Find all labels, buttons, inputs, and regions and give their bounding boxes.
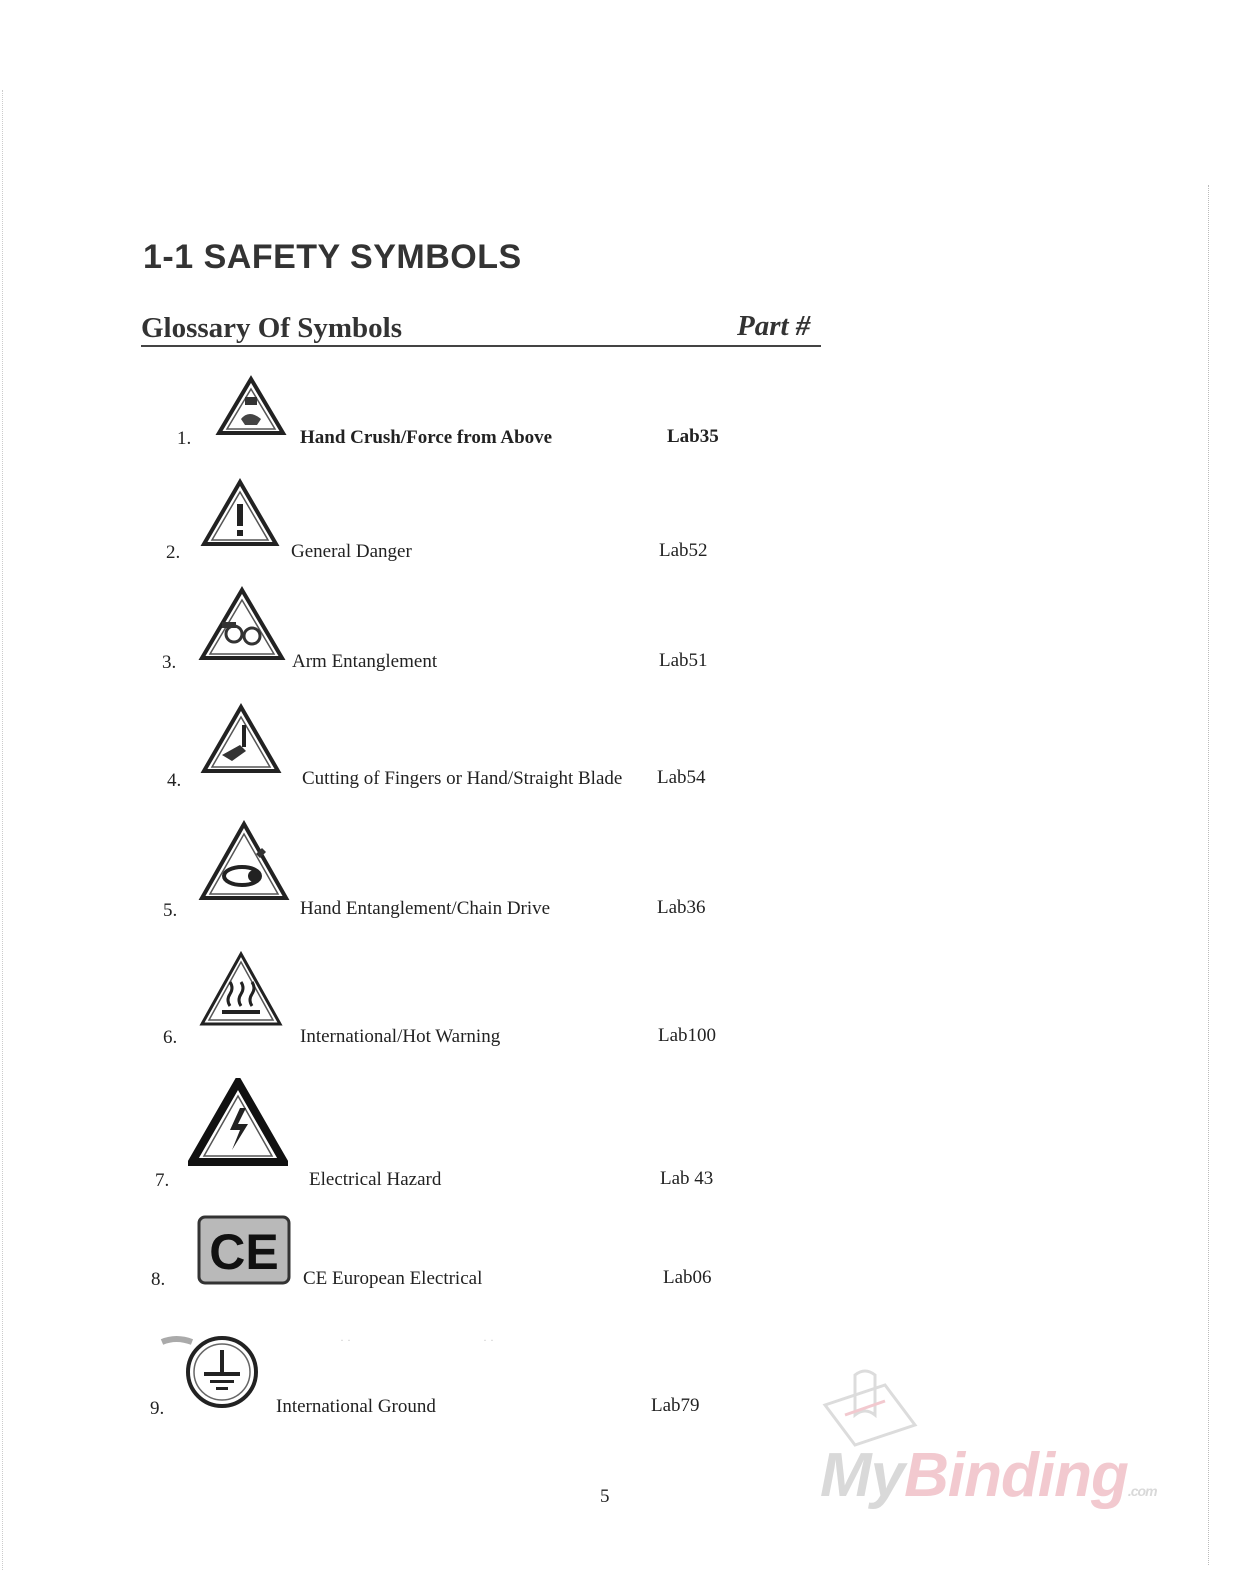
item-label: Hand Entanglement/Chain Drive xyxy=(300,898,551,919)
item-label: General Danger xyxy=(291,541,412,562)
watermark-tld: .com xyxy=(1127,1483,1157,1499)
page-number: 5 xyxy=(600,1486,610,1507)
item-number: 4. xyxy=(167,770,182,791)
scan-edge-right xyxy=(1208,185,1209,1565)
straight-blade-icon xyxy=(200,703,282,777)
item-part-number: Lab51 xyxy=(659,650,708,671)
watermark-brand-suffix: Binding xyxy=(904,1441,1128,1510)
ground-symbol-icon xyxy=(160,1330,264,1410)
item-label: Arm Entanglement xyxy=(292,651,438,672)
item-number: 7. xyxy=(155,1170,170,1191)
glossary-header: Glossary Of Symbols xyxy=(141,312,403,344)
item-label: International/Hot Warning xyxy=(300,1026,501,1047)
item-label: Hand Crush/Force from Above xyxy=(300,427,553,448)
watermark-brand xyxy=(820,1440,1157,1511)
item-part-number: Lab54 xyxy=(657,767,706,788)
watermark-brand-prefix: My xyxy=(820,1441,905,1510)
item-number: 1. xyxy=(177,428,192,449)
electrical-hazard-icon xyxy=(188,1078,288,1168)
item-part-number: Lab35 xyxy=(667,426,719,447)
item-part-number: Lab 43 xyxy=(660,1168,714,1189)
item-label: International Ground xyxy=(276,1396,436,1417)
hand-crush-warning-icon xyxy=(215,375,287,439)
item-number: 9. xyxy=(150,1398,165,1419)
header-underline xyxy=(141,345,821,347)
arm-entanglement-icon xyxy=(198,586,286,664)
ce-mark-text: CE xyxy=(209,1224,279,1280)
chain-drive-icon xyxy=(198,820,290,904)
scan-artifacts: · · · · xyxy=(340,1333,494,1347)
section-title: 1-1 SAFETY SYMBOLS xyxy=(143,238,522,276)
item-part-number: Lab79 xyxy=(651,1395,700,1416)
item-label: CE European Electrical xyxy=(303,1268,483,1289)
item-part-number: Lab100 xyxy=(658,1025,717,1046)
item-label: Cutting of Fingers or Hand/Straight Blade xyxy=(302,768,623,789)
item-part-number: Lab36 xyxy=(657,897,706,918)
item-number: 8. xyxy=(151,1269,166,1290)
hot-surface-icon xyxy=(198,950,284,1030)
ce-mark-icon xyxy=(197,1215,291,1285)
item-part-number: Lab52 xyxy=(659,540,708,561)
item-number: 5. xyxy=(163,900,178,921)
item-number: 6. xyxy=(163,1027,178,1048)
item-part-number: Lab06 xyxy=(663,1267,712,1288)
item-number: 2. xyxy=(166,542,181,563)
general-danger-icon xyxy=(200,478,280,550)
item-number: 3. xyxy=(162,652,177,673)
part-number-header: Part # xyxy=(737,310,811,342)
item-label: Electrical Hazard xyxy=(309,1169,442,1190)
scan-edge-left xyxy=(2,90,3,1570)
